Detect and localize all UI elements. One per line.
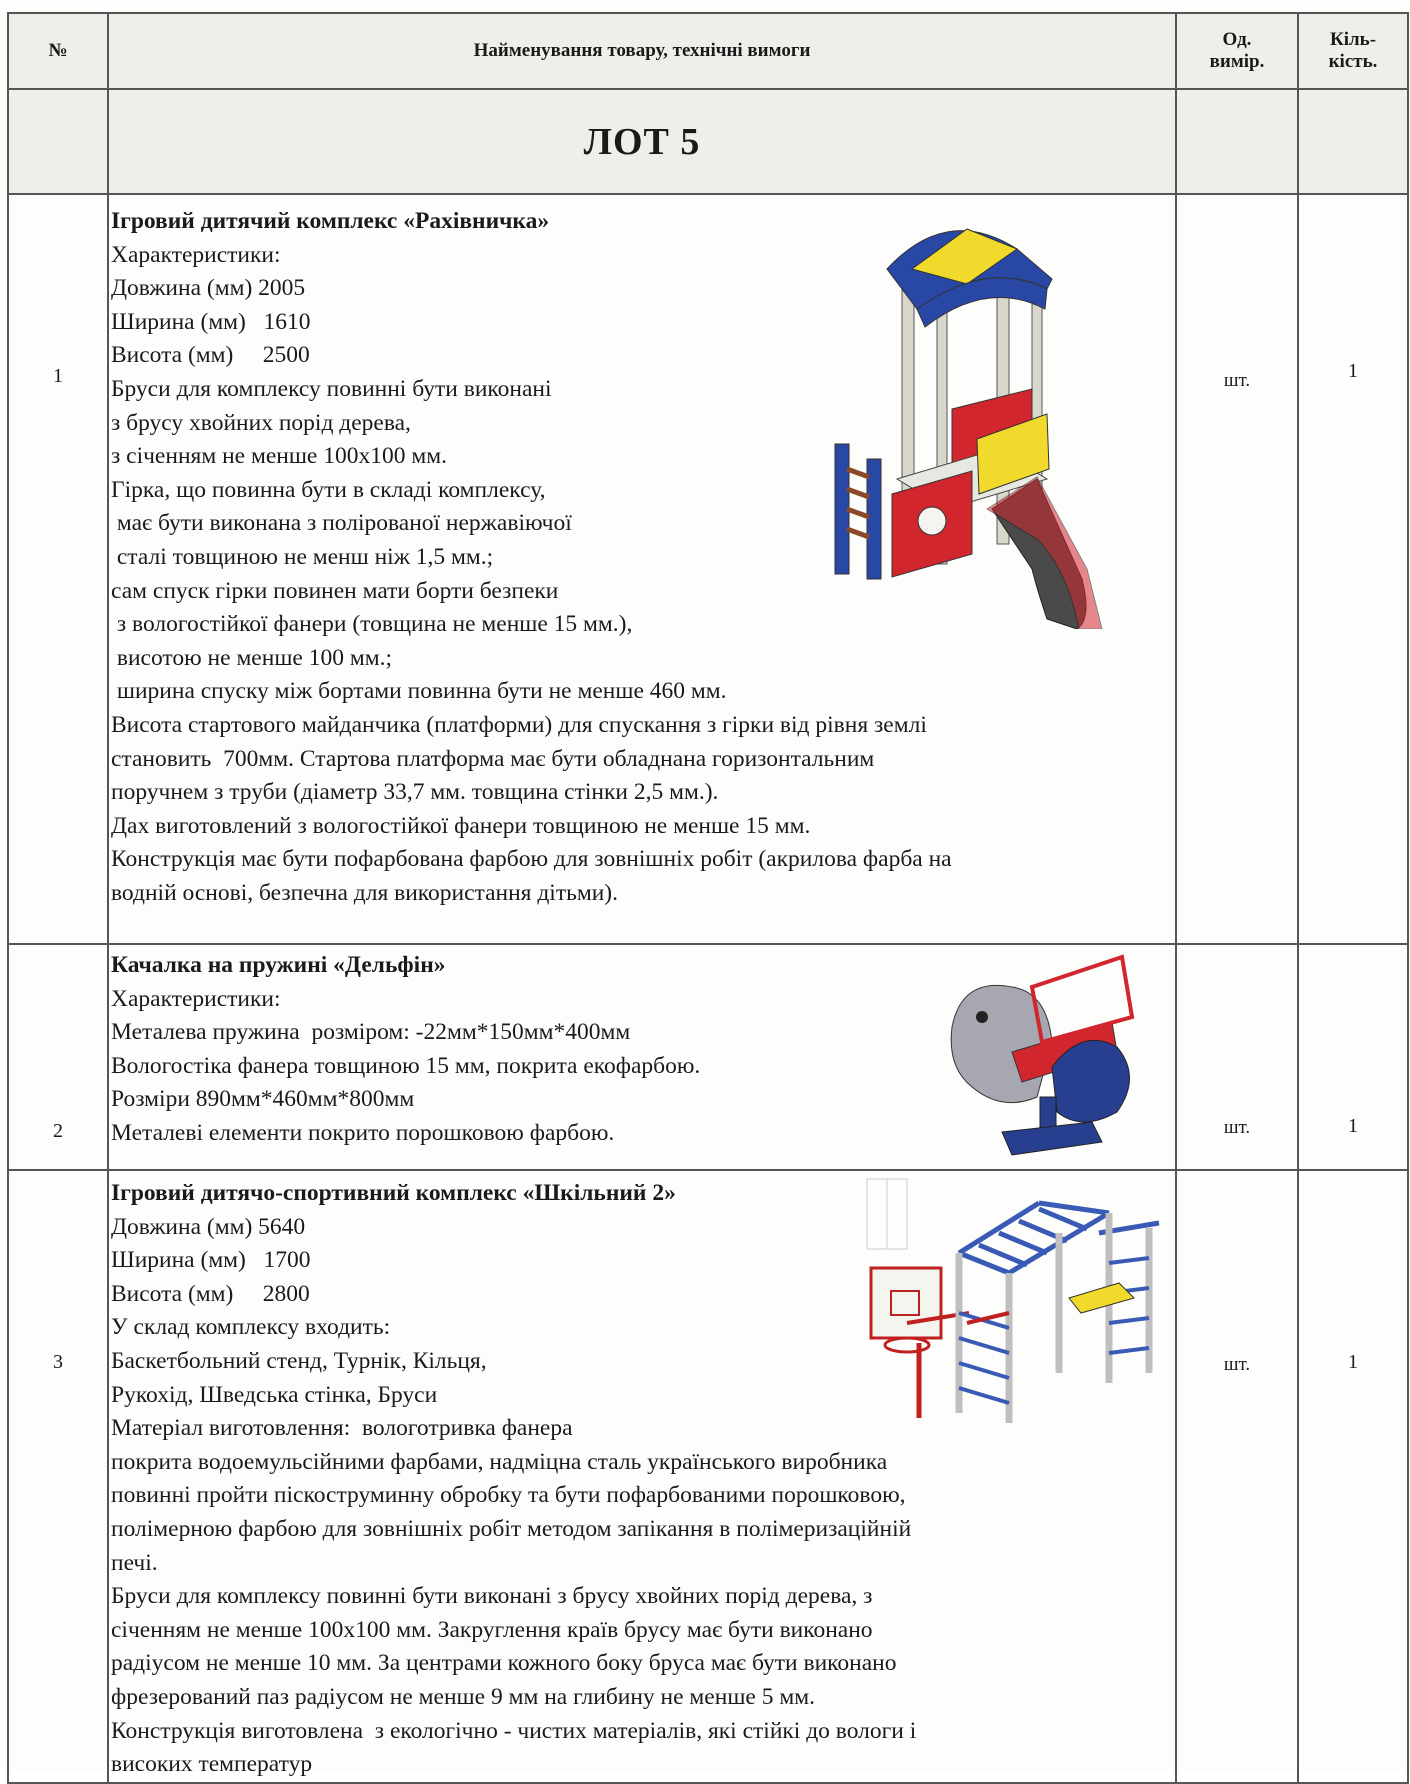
spec-line: Матеріал виготовлення: вологотривка фанера <box>111 1415 573 1442</box>
item-qty: 1 <box>1348 1115 1358 1137</box>
spec-line: Баскетбольний стенд, Турнік, Кільця, <box>111 1347 487 1374</box>
spring-rocker-dolphin-image <box>942 947 1152 1162</box>
spec-line: Бруси для комплексу повинні бути виконані з брусу хвойних порід дерева, з <box>111 1583 873 1610</box>
spec-line: Дах виготовлений з вологостійкої фанери товщиною не менше 15 мм. <box>111 812 811 839</box>
spec-line: печі. <box>111 1549 158 1576</box>
spec-line: Розміри 890мм*460мм*800мм <box>111 1086 415 1113</box>
spec-line: Висота стартового майданчика (платформи) для спускання з гірки від рівня землі <box>111 711 927 738</box>
lot-title: ЛОТ 5 <box>108 89 1176 194</box>
spec-line: У склад комплексу входить: <box>111 1314 391 1341</box>
item-unit: шт. <box>1223 1117 1251 1138</box>
spec-line: висотою не менше 100 мм.; <box>111 644 392 671</box>
item-description <box>108 944 1176 1170</box>
item-unit: шт. <box>1223 370 1251 391</box>
spec-line: Довжина (мм) 2005 <box>111 275 306 302</box>
spec-line: полімерною фарбою для зовнішніх робіт методом запікання в полімеризаційній <box>111 1515 912 1542</box>
spec-line: Довжина (мм) 5640 <box>111 1213 306 1240</box>
spec-line: водній основі, безпечна для використання дітьми). <box>111 879 618 906</box>
spec-line: ширина спуску між бортами повинна бути не менше 460 мм. <box>111 678 727 705</box>
spec-line: поручнем з труби (діаметр 33,7 мм. товщина стінки 2,5 мм.). <box>111 779 719 806</box>
specification-table <box>7 12 1409 1784</box>
header-row <box>8 13 1408 89</box>
spec-line: має бути виконана з полірованої нержавіючої <box>111 510 572 537</box>
spec-line: фрезерований паз радіусом не менше 9 мм на глибину не менше 5 мм. <box>111 1683 815 1710</box>
spec-line: з вологостійкої фанери (товщина не менше 15 мм.), <box>111 611 633 638</box>
item-unit: шт. <box>1223 1354 1251 1375</box>
item-number: 2 <box>53 1120 63 1142</box>
table-row <box>8 194 1408 944</box>
spec-line: Характеристики: <box>111 985 281 1012</box>
item-description <box>108 194 1176 944</box>
header-unit-line2: вимір. <box>1209 51 1265 72</box>
spec-line: становить 700мм. Стартова платформа має бути обладнана горизонтальним <box>111 745 875 772</box>
header-qty <box>1298 13 1408 89</box>
table-row <box>8 1170 1408 1783</box>
spec-line: Вологостіка фанера товщиною 15 мм, покрита екофарбою. <box>111 1052 701 1079</box>
item-qty: 1 <box>1348 360 1358 382</box>
spec-line: Бруси для комплексу повинні бути виконані <box>111 375 552 402</box>
header-qty-line1: Кіль- <box>1329 29 1377 50</box>
spec-line: Гірка, що повинна бути в складі комплексу, <box>111 476 546 503</box>
playground-tower-slide-image <box>817 209 1132 629</box>
spec-line: покрита водоемульсійними фарбами, надміцна сталь українського виробника <box>111 1448 888 1475</box>
header-unit <box>1176 13 1298 89</box>
item-number: 1 <box>53 365 63 387</box>
spec-line: сам спуск гірки повинен мати борти безпеки <box>111 577 559 604</box>
spec-line: радіусом не менше 10 мм. За центрами кожного боку бруса має бути виконано <box>111 1650 897 1677</box>
spec-line: Конструкція виготовлена з екологічно - чистих матеріалів, які стійкі до вологи і <box>111 1717 917 1744</box>
header-qty-line2: кість. <box>1328 51 1378 72</box>
header-num: № <box>8 13 108 89</box>
item-description <box>108 1170 1176 1783</box>
spec-line: січенням не менше 100х100 мм. Закруглення країв брусу має бути виконано <box>111 1616 873 1643</box>
item-title: Ігровий дитячо-спортивний комплекс «Шкільний 2» <box>111 1180 676 1206</box>
header-unit-line1: Од. <box>1222 29 1252 50</box>
spec-line: Висота (мм) 2500 <box>111 342 310 369</box>
header-name: Найменування товару, технічні вимоги <box>108 13 1176 89</box>
spec-line: Металеві елементи покрито порошковою фарбою. <box>111 1119 615 1146</box>
item-qty: 1 <box>1348 1351 1358 1373</box>
spec-line: Конструкція має бути пофарбована фарбою для зовнішніх робіт (акрилова фарба на <box>111 846 952 873</box>
spec-line: повинні пройти піскоструминну обробку та бути пофарбованими порошковою, <box>111 1482 906 1509</box>
spec-line: Ширина (мм) 1610 <box>111 308 311 335</box>
spec-line: сталі товщиною не менш ніж 1,5 мм.; <box>111 543 494 570</box>
spec-line: з брусу хвойних порід дерева, <box>111 409 411 436</box>
table-row <box>8 944 1408 1170</box>
item-number: 3 <box>53 1351 63 1373</box>
spec-line: Висота (мм) 2800 <box>111 1280 310 1307</box>
item-title: Ігровий дитячий комплекс «Рахівничка» <box>111 208 550 234</box>
spec-line: з січенням не менше 100х100 мм. <box>111 443 447 470</box>
sports-complex-image <box>859 1173 1179 1433</box>
spec-line: Характеристики: <box>111 241 281 268</box>
spec-line: Ширина (мм) 1700 <box>111 1247 311 1274</box>
lot-row <box>8 89 1408 194</box>
spec-line: високих температур <box>111 1751 313 1778</box>
item-title: Качалка на пружині «Дельфін» <box>111 952 446 978</box>
spec-line: Металева пружина розміром: -22мм*150мм*400мм <box>111 1019 631 1046</box>
spec-line: Рукохід, Шведська стінка, Бруси <box>111 1381 438 1408</box>
